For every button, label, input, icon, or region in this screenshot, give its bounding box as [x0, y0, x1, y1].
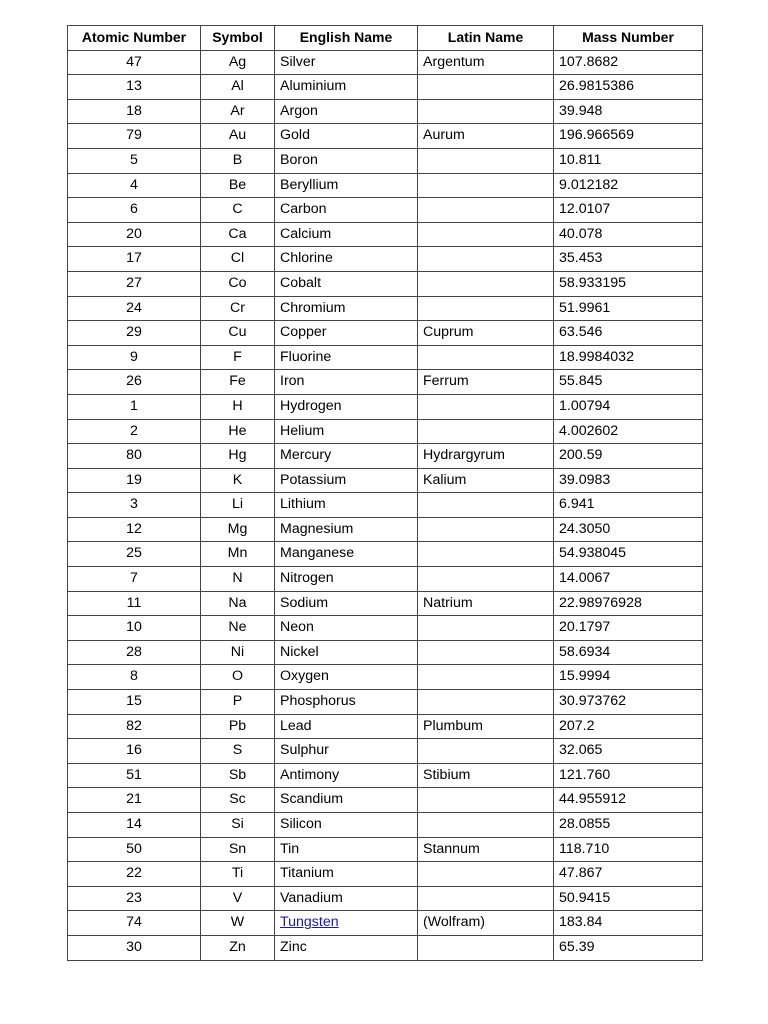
- elements-table: [67, 25, 703, 961]
- cell-latin-name: [418, 394, 554, 419]
- cell-mass-number: 39.0983: [554, 468, 703, 493]
- cell-latin-name: [418, 99, 554, 124]
- cell-symbol: Hg: [201, 444, 275, 469]
- table-row: [68, 788, 703, 813]
- cell-mass-number: 30.973762: [554, 690, 703, 715]
- cell-symbol: H: [201, 394, 275, 419]
- cell-symbol: Ne: [201, 616, 275, 641]
- cell-english-name: Beryllium: [275, 173, 418, 198]
- cell-atomic-number: 1: [68, 394, 201, 419]
- table-row: [68, 714, 703, 739]
- cell-mass-number: 1.00794: [554, 394, 703, 419]
- cell-latin-name: Aurum: [418, 124, 554, 149]
- table-row: [68, 813, 703, 838]
- table-row: [68, 173, 703, 198]
- cell-symbol: Pb: [201, 714, 275, 739]
- cell-symbol: Mn: [201, 542, 275, 567]
- cell-atomic-number: 51: [68, 763, 201, 788]
- cell-atomic-number: 4: [68, 173, 201, 198]
- cell-latin-name: [418, 542, 554, 567]
- cell-mass-number: 20.1797: [554, 616, 703, 641]
- cell-atomic-number: 16: [68, 739, 201, 764]
- cell-latin-name: [418, 616, 554, 641]
- cell-mass-number: 47.867: [554, 862, 703, 887]
- table-row: [68, 444, 703, 469]
- cell-atomic-number: 79: [68, 124, 201, 149]
- cell-latin-name: Cuprum: [418, 321, 554, 346]
- table-row: [68, 148, 703, 173]
- table-row: [68, 665, 703, 690]
- cell-symbol: Ag: [201, 50, 275, 75]
- cell-english-name: Silicon: [275, 813, 418, 838]
- cell-symbol: Cu: [201, 321, 275, 346]
- table-row: [68, 345, 703, 370]
- cell-atomic-number: 8: [68, 665, 201, 690]
- cell-mass-number: 121.760: [554, 763, 703, 788]
- cell-symbol: Fe: [201, 370, 275, 395]
- cell-latin-name: [418, 788, 554, 813]
- cell-atomic-number: 28: [68, 640, 201, 665]
- table-row: [68, 271, 703, 296]
- header-row: [68, 26, 703, 51]
- cell-latin-name: [418, 75, 554, 100]
- cell-atomic-number: 5: [68, 148, 201, 173]
- cell-latin-name: Stibium: [418, 763, 554, 788]
- cell-atomic-number: 24: [68, 296, 201, 321]
- cell-symbol: N: [201, 567, 275, 592]
- cell-symbol: Cr: [201, 296, 275, 321]
- cell-english-name: Lithium: [275, 493, 418, 518]
- cell-latin-name: [418, 886, 554, 911]
- cell-atomic-number: 23: [68, 886, 201, 911]
- cell-english-name: Vanadium: [275, 886, 418, 911]
- cell-english-name: Lead: [275, 714, 418, 739]
- cell-symbol: Li: [201, 493, 275, 518]
- cell-english-name: Aluminium: [275, 75, 418, 100]
- cell-latin-name: Plumbum: [418, 714, 554, 739]
- cell-atomic-number: 21: [68, 788, 201, 813]
- cell-english-name: Tin: [275, 837, 418, 862]
- cell-latin-name: [418, 198, 554, 223]
- cell-latin-name: Ferrum: [418, 370, 554, 395]
- cell-symbol: Ca: [201, 222, 275, 247]
- cell-latin-name: [418, 690, 554, 715]
- table-body: [68, 50, 703, 960]
- cell-symbol: Na: [201, 591, 275, 616]
- table-row: [68, 493, 703, 518]
- cell-english-name: Potassium: [275, 468, 418, 493]
- cell-latin-name: [418, 271, 554, 296]
- cell-mass-number: 51.9961: [554, 296, 703, 321]
- header-atomic-number: Atomic Number: [68, 26, 201, 51]
- cell-english-name: Hydrogen: [275, 394, 418, 419]
- cell-mass-number: 9.012182: [554, 173, 703, 198]
- table-row: [68, 542, 703, 567]
- table-row: [68, 296, 703, 321]
- cell-mass-number: 14.0067: [554, 567, 703, 592]
- table-row: [68, 640, 703, 665]
- cell-english-name: Sulphur: [275, 739, 418, 764]
- cell-symbol: V: [201, 886, 275, 911]
- cell-latin-name: Hydrargyrum: [418, 444, 554, 469]
- table-row: [68, 616, 703, 641]
- cell-latin-name: [418, 640, 554, 665]
- cell-english-name: Antimony: [275, 763, 418, 788]
- cell-atomic-number: 10: [68, 616, 201, 641]
- cell-symbol: Sb: [201, 763, 275, 788]
- cell-english-name: Phosphorus: [275, 690, 418, 715]
- cell-english-name: Sodium: [275, 591, 418, 616]
- cell-mass-number: 26.9815386: [554, 75, 703, 100]
- cell-atomic-number: 18: [68, 99, 201, 124]
- cell-atomic-number: 27: [68, 271, 201, 296]
- cell-atomic-number: 30: [68, 935, 201, 960]
- table-row: [68, 124, 703, 149]
- cell-symbol: Au: [201, 124, 275, 149]
- cell-english-name: Copper: [275, 321, 418, 346]
- cell-symbol: Sn: [201, 837, 275, 862]
- cell-english-name: Fluorine: [275, 345, 418, 370]
- cell-english-name: Gold: [275, 124, 418, 149]
- cell-atomic-number: 6: [68, 198, 201, 223]
- table-row: [68, 517, 703, 542]
- cell-atomic-number: 74: [68, 911, 201, 936]
- cell-latin-name: Kalium: [418, 468, 554, 493]
- cell-english-name: Boron: [275, 148, 418, 173]
- cell-symbol: Al: [201, 75, 275, 100]
- cell-latin-name: [418, 493, 554, 518]
- cell-latin-name: [418, 247, 554, 272]
- cell-atomic-number: 9: [68, 345, 201, 370]
- cell-symbol: Ti: [201, 862, 275, 887]
- table-row: [68, 763, 703, 788]
- cell-latin-name: [418, 345, 554, 370]
- cell-atomic-number: 20: [68, 222, 201, 247]
- cell-mass-number: 54.938045: [554, 542, 703, 567]
- cell-symbol: O: [201, 665, 275, 690]
- table-row: [68, 837, 703, 862]
- cell-atomic-number: 3: [68, 493, 201, 518]
- cell-mass-number: 12.0107: [554, 198, 703, 223]
- cell-atomic-number: 80: [68, 444, 201, 469]
- cell-symbol: Cl: [201, 247, 275, 272]
- cell-latin-name: [418, 296, 554, 321]
- cell-english-name: Scandium: [275, 788, 418, 813]
- cell-atomic-number: 82: [68, 714, 201, 739]
- cell-mass-number: 32.065: [554, 739, 703, 764]
- table-row: [68, 739, 703, 764]
- cell-mass-number: 39.948: [554, 99, 703, 124]
- header-english-name: English Name: [275, 26, 418, 51]
- header-latin-name: Latin Name: [418, 26, 554, 51]
- table-row: [68, 690, 703, 715]
- cell-atomic-number: 50: [68, 837, 201, 862]
- cell-mass-number: 22.98976928: [554, 591, 703, 616]
- cell-latin-name: Argentum: [418, 50, 554, 75]
- header-mass-number: Mass Number: [554, 26, 703, 51]
- table-row: [68, 862, 703, 887]
- cell-latin-name: [418, 222, 554, 247]
- cell-latin-name: [418, 148, 554, 173]
- cell-atomic-number: 11: [68, 591, 201, 616]
- cell-mass-number: 58.933195: [554, 271, 703, 296]
- cell-mass-number: 55.845: [554, 370, 703, 395]
- element-name-link[interactable]: Tungsten: [280, 914, 339, 931]
- cell-symbol: Co: [201, 271, 275, 296]
- cell-symbol: S: [201, 739, 275, 764]
- cell-mass-number: 40.078: [554, 222, 703, 247]
- cell-english-name: Titanium: [275, 862, 418, 887]
- table-row: [68, 394, 703, 419]
- cell-symbol: C: [201, 198, 275, 223]
- cell-atomic-number: 19: [68, 468, 201, 493]
- cell-mass-number: 35.453: [554, 247, 703, 272]
- table-row: [68, 935, 703, 960]
- table-row: [68, 321, 703, 346]
- cell-mass-number: 107.8682: [554, 50, 703, 75]
- cell-symbol: Si: [201, 813, 275, 838]
- cell-english-name: Nickel: [275, 640, 418, 665]
- cell-english-name: [275, 911, 418, 936]
- cell-english-name: Carbon: [275, 198, 418, 223]
- table-row: [68, 50, 703, 75]
- cell-symbol: W: [201, 911, 275, 936]
- cell-latin-name: (Wolfram): [418, 911, 554, 936]
- table-row: [68, 247, 703, 272]
- cell-atomic-number: 25: [68, 542, 201, 567]
- cell-latin-name: [418, 739, 554, 764]
- cell-atomic-number: 29: [68, 321, 201, 346]
- cell-symbol: Ni: [201, 640, 275, 665]
- cell-latin-name: [418, 862, 554, 887]
- cell-latin-name: [418, 813, 554, 838]
- cell-latin-name: [418, 419, 554, 444]
- table-row: [68, 222, 703, 247]
- table-row: [68, 591, 703, 616]
- cell-english-name: Cobalt: [275, 271, 418, 296]
- cell-latin-name: [418, 517, 554, 542]
- cell-symbol: Sc: [201, 788, 275, 813]
- cell-latin-name: [418, 935, 554, 960]
- cell-symbol: P: [201, 690, 275, 715]
- table-row: [68, 198, 703, 223]
- cell-atomic-number: 22: [68, 862, 201, 887]
- cell-mass-number: 15.9994: [554, 665, 703, 690]
- cell-mass-number: 10.811: [554, 148, 703, 173]
- cell-english-name: Magnesium: [275, 517, 418, 542]
- cell-symbol: Mg: [201, 517, 275, 542]
- cell-english-name: Chromium: [275, 296, 418, 321]
- cell-latin-name: [418, 665, 554, 690]
- cell-atomic-number: 12: [68, 517, 201, 542]
- cell-atomic-number: 26: [68, 370, 201, 395]
- cell-mass-number: 207.2: [554, 714, 703, 739]
- cell-mass-number: 28.0855: [554, 813, 703, 838]
- cell-english-name: Calcium: [275, 222, 418, 247]
- cell-english-name: Oxygen: [275, 665, 418, 690]
- cell-mass-number: 196.966569: [554, 124, 703, 149]
- table-row: [68, 911, 703, 936]
- cell-atomic-number: 2: [68, 419, 201, 444]
- cell-atomic-number: 7: [68, 567, 201, 592]
- cell-symbol: Be: [201, 173, 275, 198]
- cell-english-name: Mercury: [275, 444, 418, 469]
- cell-english-name: Iron: [275, 370, 418, 395]
- cell-english-name: Argon: [275, 99, 418, 124]
- cell-atomic-number: 47: [68, 50, 201, 75]
- cell-latin-name: [418, 173, 554, 198]
- cell-english-name: Neon: [275, 616, 418, 641]
- cell-english-name: Nitrogen: [275, 567, 418, 592]
- cell-mass-number: 4.002602: [554, 419, 703, 444]
- cell-english-name: Manganese: [275, 542, 418, 567]
- cell-mass-number: 44.955912: [554, 788, 703, 813]
- cell-english-name: Chlorine: [275, 247, 418, 272]
- cell-mass-number: 6.941: [554, 493, 703, 518]
- cell-mass-number: 200.59: [554, 444, 703, 469]
- cell-atomic-number: 13: [68, 75, 201, 100]
- cell-atomic-number: 17: [68, 247, 201, 272]
- cell-symbol: F: [201, 345, 275, 370]
- table-row: [68, 567, 703, 592]
- cell-mass-number: 65.39: [554, 935, 703, 960]
- cell-mass-number: 118.710: [554, 837, 703, 862]
- table-row: [68, 886, 703, 911]
- table-row: [68, 99, 703, 124]
- cell-latin-name: Stannum: [418, 837, 554, 862]
- cell-latin-name: [418, 567, 554, 592]
- cell-atomic-number: 14: [68, 813, 201, 838]
- header-symbol: Symbol: [201, 26, 275, 51]
- cell-symbol: Ar: [201, 99, 275, 124]
- cell-symbol: K: [201, 468, 275, 493]
- cell-english-name: Silver: [275, 50, 418, 75]
- cell-english-name: Helium: [275, 419, 418, 444]
- cell-mass-number: 24.3050: [554, 517, 703, 542]
- cell-mass-number: 58.6934: [554, 640, 703, 665]
- cell-symbol: Zn: [201, 935, 275, 960]
- cell-mass-number: 50.9415: [554, 886, 703, 911]
- cell-latin-name: Natrium: [418, 591, 554, 616]
- table-header: [68, 26, 703, 51]
- cell-atomic-number: 15: [68, 690, 201, 715]
- cell-english-name: Zinc: [275, 935, 418, 960]
- table-row: [68, 370, 703, 395]
- table-row: [68, 419, 703, 444]
- cell-symbol: B: [201, 148, 275, 173]
- cell-symbol: He: [201, 419, 275, 444]
- cell-mass-number: 183.84: [554, 911, 703, 936]
- cell-mass-number: 18.9984032: [554, 345, 703, 370]
- cell-mass-number: 63.546: [554, 321, 703, 346]
- table-row: [68, 468, 703, 493]
- table-row: [68, 75, 703, 100]
